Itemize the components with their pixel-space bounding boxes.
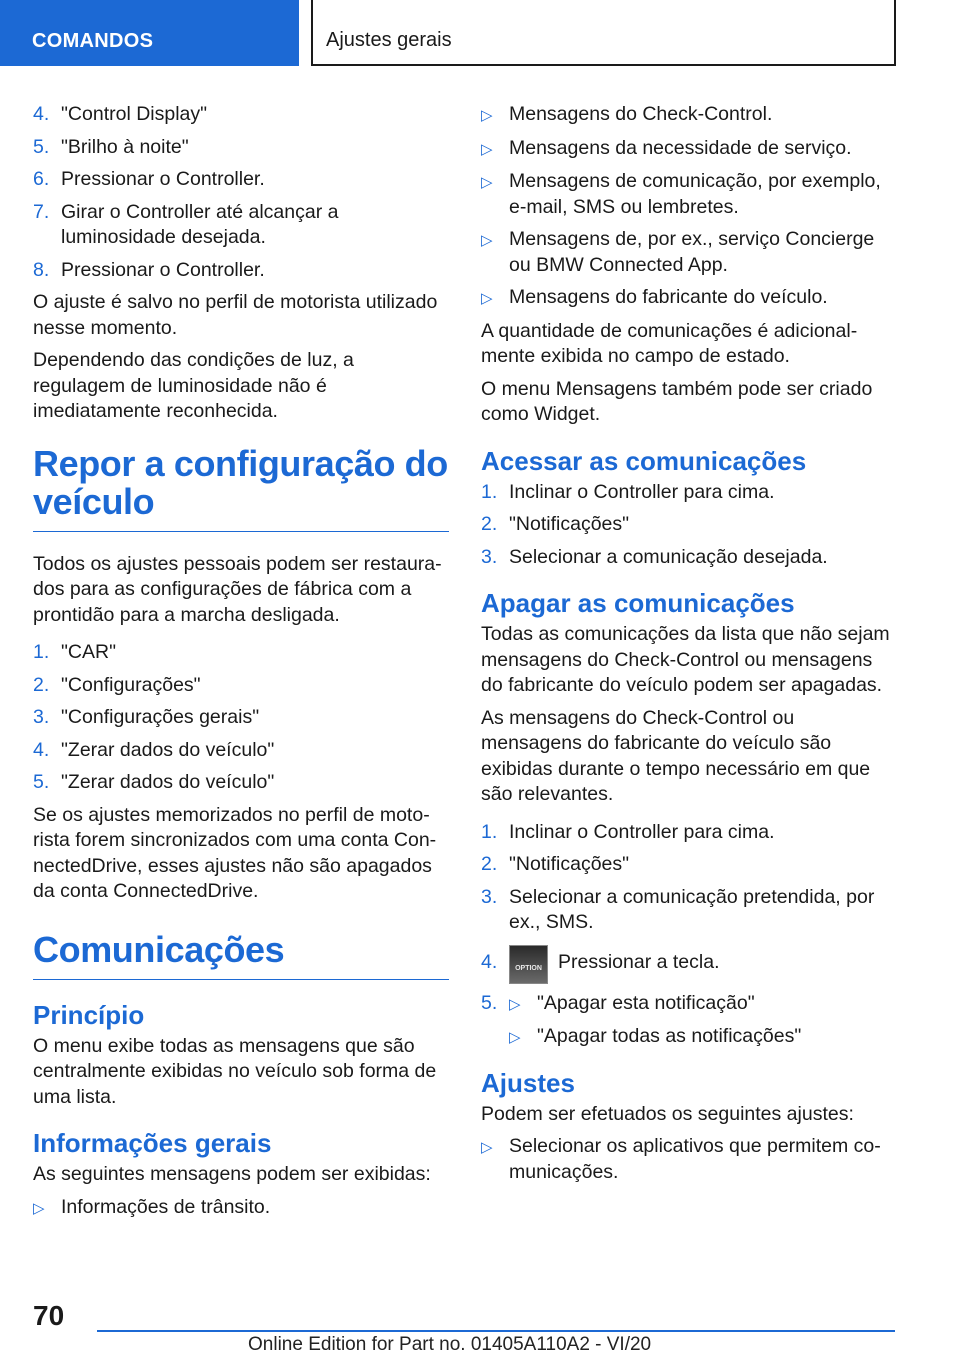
list-item: 4. "Zerar dados do veículo" <box>33 738 275 761</box>
paragraph: O menu exibe todas as mensagens que são centralmente exibidas no veículo sob forma de uma lista. <box>33 1034 437 1108</box>
triangle-bullet-icon: ▷ <box>481 107 493 124</box>
bullet-list <box>481 1134 897 1185</box>
paragraph: As mensagens do Check-Control ou mensagens do fabricante do veículo são exibidas durante o tempo necessário em que são relevantes. <box>481 706 871 805</box>
list-item: 1. "CAR" <box>33 641 117 663</box>
heading-general-info: Informações gerais <box>33 1128 272 1158</box>
list-item: ▷ Mensagens do Check-Control. <box>481 102 897 129</box>
paragraph: Se os ajustes memorizados no perfil de motorista forem sincronizados com uma conta ConnectedDrive, esses ajustes não são apagados da conta ConnectedDrive. <box>33 803 437 902</box>
paragraph: O menu Mensagens também pode ser criado como Widget. <box>481 377 873 425</box>
list-item: 4. "Control Display" <box>33 103 208 125</box>
page-header <box>0 0 960 66</box>
list-item: 2. "Notificações" <box>481 513 630 535</box>
chapter-title: Ajustes gerais <box>311 0 896 66</box>
heading-access: Acessar as comunicações <box>481 445 807 476</box>
footer-edition: Online Edition for Part no. 01405A110A2 - VI/20 <box>248 1334 652 1355</box>
heading-reset: Repor a configuração do veículo <box>33 445 449 532</box>
heading-principle: Princípio <box>33 999 145 1030</box>
heading-delete: Apagar as comunicações <box>481 588 795 618</box>
list-item: ▷ Informações de trânsito. <box>33 1195 449 1222</box>
list-item: ▷ "Apagar esta notificação" <box>509 991 897 1018</box>
list-item: ▷ Mensagens do fabricante do veículo. <box>481 285 897 312</box>
list-item: ▷ Mensagens de comunicação, por exemplo, e-mail, SMS ou lembretes. <box>481 169 897 220</box>
list-item: ▷ Mensagens de, por ex., serviço Concierge ou BMW Connected App. <box>481 227 897 278</box>
bullet-list <box>481 102 897 312</box>
list-item: 5. ▷ "Apagar esta notificação" ▷ "Apagar todas as notificações" <box>481 991 897 1058</box>
list-item: 5. "Brilho à noite" <box>33 135 189 158</box>
steps-list <box>481 820 897 1058</box>
triangle-bullet-icon: ▷ <box>33 1199 45 1217</box>
bullet-list <box>509 991 897 1051</box>
list-item: 3. Selecionar a comunicação desejada. <box>481 545 828 568</box>
triangle-bullet-icon: ▷ <box>481 290 493 307</box>
triangle-bullet-icon: ▷ <box>481 1139 493 1156</box>
steps-list <box>33 102 449 283</box>
left-column <box>33 102 449 1228</box>
paragraph: A quantidade de comunicações é adicionalmente exibida no campo de estado. <box>481 319 858 367</box>
triangle-bullet-icon: ▷ <box>481 174 493 191</box>
list-item: 1. Inclinar o Controller para cima. <box>481 480 775 503</box>
section-tab: COMANDOS <box>0 0 299 66</box>
heading-communications: Comunicações <box>33 931 449 980</box>
list-item: 3. Selecionar a comunicação pretendida, por ex., SMS. <box>481 885 875 933</box>
list-item: ▷ Mensagens da necessidade de serviço. <box>481 136 897 163</box>
list-item: 8. Pressionar o Controller. <box>33 258 265 281</box>
page-number: 70 <box>33 1300 65 1331</box>
paragraph: O ajuste é salvo no perfil de motorista utilizado nesse momento. <box>33 291 438 339</box>
steps-list <box>33 640 449 796</box>
list-item: ▷ Selecionar os aplicativos que permitem comunicações. <box>481 1134 897 1185</box>
list-item: ▷ "Apagar todas as notificações" <box>509 1024 897 1051</box>
triangle-bullet-icon: ▷ <box>509 995 521 1013</box>
triangle-bullet-icon: ▷ <box>509 1029 521 1046</box>
triangle-bullet-icon: ▷ <box>481 140 493 158</box>
paragraph: As seguintes mensagens podem ser exibidas: <box>33 1163 431 1185</box>
heading-settings: Ajustes <box>481 1067 575 1098</box>
paragraph: Todas as comunicações da lista que não sejam mensagens do Check-Control ou mensagens do fabricante do veículo podem ser apagadas. <box>481 623 890 696</box>
footer-divider <box>97 1330 895 1332</box>
list-item: 5. "Zerar dados do veículo" <box>33 771 275 793</box>
list-item: 2. "Notificações" <box>481 853 630 875</box>
bullet-list <box>33 1195 449 1222</box>
list-item: 2. "Configurações" <box>33 673 201 696</box>
option-button-icon: OPTION <box>509 945 548 984</box>
list-item: 3. "Configurações gerais" <box>33 706 260 728</box>
list-item: 1. Inclinar o Controller para cima. <box>481 820 775 843</box>
triangle-bullet-icon: ▷ <box>481 232 493 249</box>
list-item: 6. Pressionar o Controller. <box>33 168 265 190</box>
right-column <box>481 102 897 1192</box>
paragraph: Todos os ajustes pessoais podem ser restaurados para as configurações de fábrica com a prontidão para a marcha desligada. <box>33 552 442 626</box>
list-item: 7. Girar o Controller até alcançar a luminosidade desejada. <box>33 200 339 248</box>
steps-list <box>481 480 897 571</box>
list-item: 4. OPTION Pressionar a tecla. <box>481 950 897 984</box>
paragraph: Dependendo das condições de luz, a regulagem de luminosidade não é imediatamente reconhecida. <box>33 349 354 422</box>
paragraph: Podem ser efetuados os seguintes ajustes: <box>481 1102 854 1125</box>
